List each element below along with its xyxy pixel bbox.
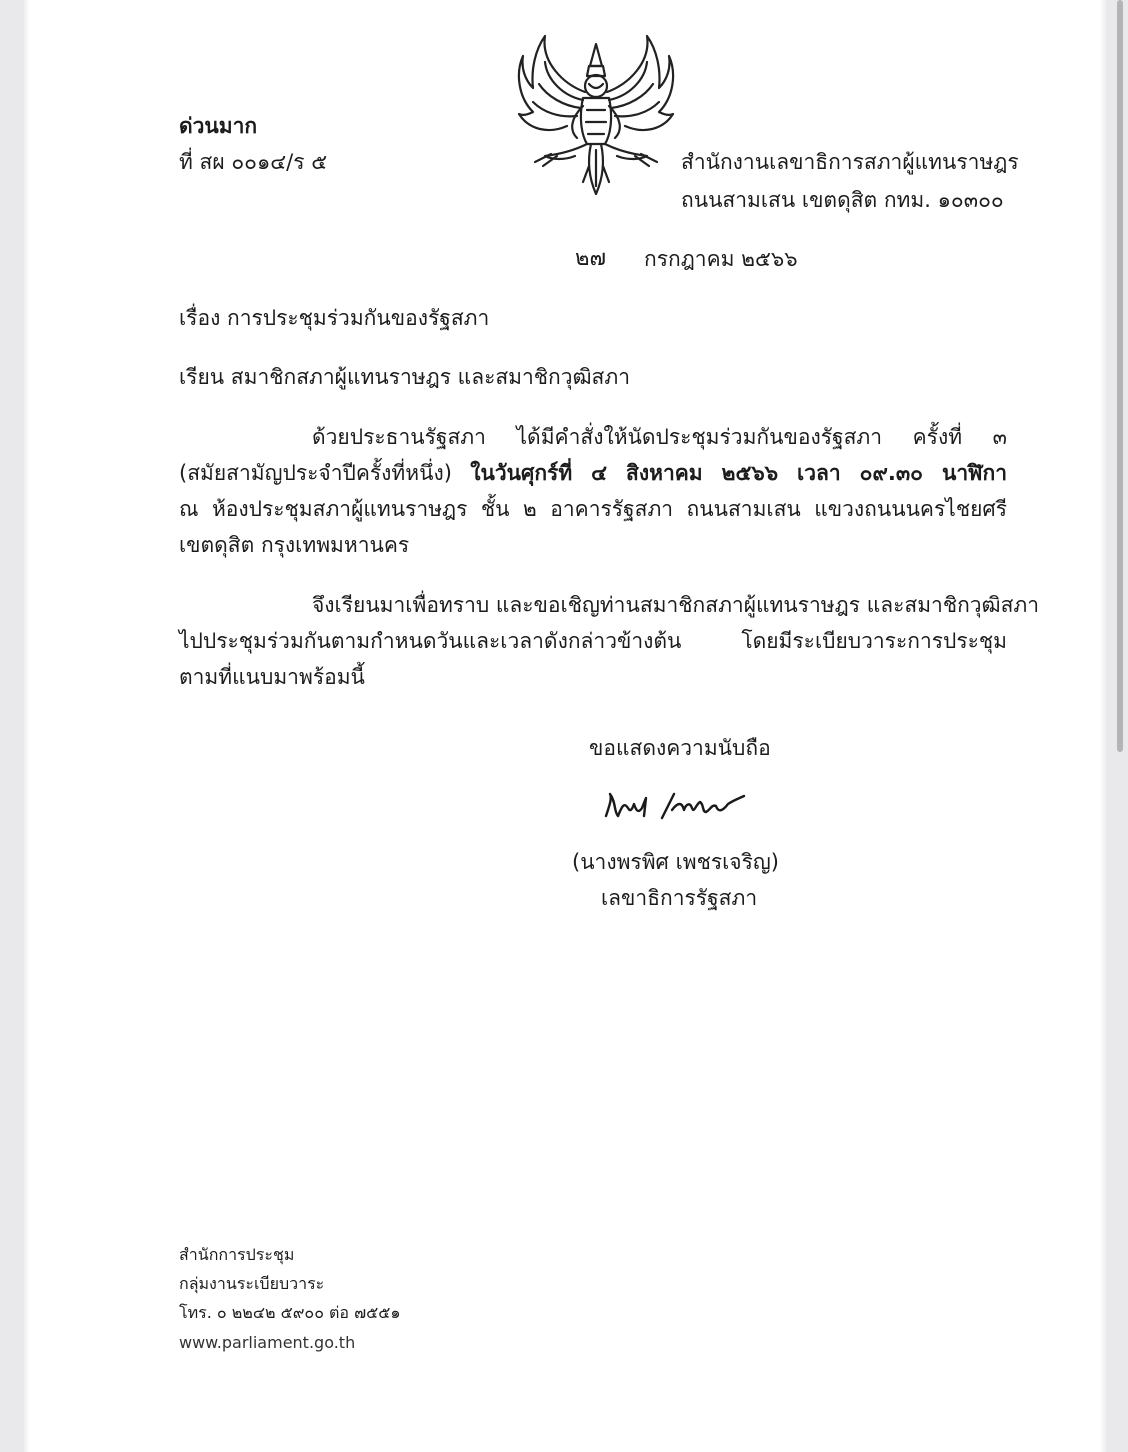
footer-department: สำนักการประชุม bbox=[179, 1245, 295, 1264]
footer-division: กลุ่มงานระเบียบวาระ bbox=[179, 1274, 325, 1293]
garuda-emblem-icon bbox=[511, 26, 681, 198]
reference-number: ที่ สผ ๐๐๑๔/ร ๕ bbox=[179, 150, 328, 174]
closing-salutation: ขอแสดงความนับถือ bbox=[589, 736, 771, 760]
signatory-name: (นางพรพิศ เพชรเจริญ) bbox=[572, 850, 779, 874]
page-edge-shadow-left bbox=[24, 0, 30, 1452]
paragraph1-line1: ด้วยประธานรัฐสภา ได้มีคำสั่งให้นัดประชุมร่วมกันของรัฐสภา ครั้งที่ ๓ bbox=[312, 425, 1007, 449]
subject-line: เรื่อง การประชุมร่วมกันของรัฐสภา bbox=[179, 306, 490, 330]
signatory-title: เลขาธิการรัฐสภา bbox=[601, 886, 758, 910]
paragraph2-line1: จึงเรียนมาเพื่อทราบ และขอเชิญท่านสมาชิกสภาผู้แทนราษฎร และสมาชิกวุฒิสภา bbox=[312, 593, 1040, 617]
date-month-year: กรกฎาคม ๒๕๖๖ bbox=[644, 247, 798, 271]
vertical-scrollbar[interactable] bbox=[1112, 0, 1128, 1452]
recipient-line: เรียน สมาชิกสภาผู้แทนราษฎร และสมาชิกวุฒิสภา bbox=[179, 365, 630, 389]
page-edge-shadow-right bbox=[1100, 0, 1106, 1452]
handwritten-signature bbox=[602, 786, 748, 826]
issuing-office: สำนักงานเลขาธิการสภาผู้แทนราษฎร bbox=[681, 150, 1019, 174]
date-day: ๒๗ bbox=[575, 246, 607, 271]
paragraph2-line3: ตามที่แนบมาพร้อมนี้ bbox=[179, 665, 365, 689]
paragraph1-line3: ณ ห้องประชุมสภาผู้แทนราษฎร ชั้น ๒ อาคารรัฐสภา ถนนสามเสน แขวงถนนนครไชยศรี bbox=[179, 497, 1007, 521]
scrollbar-thumb[interactable] bbox=[1117, 0, 1123, 752]
paragraph1-line2 bbox=[179, 459, 1007, 487]
paragraph2-line2: ไปประชุมร่วมกันตามกำหนดวันและเวลาดังกล่าวข้างต้น โดยมีระเบียบวาระการประชุม bbox=[179, 629, 1007, 653]
document-page bbox=[24, 0, 1106, 1452]
office-address: ถนนสามเสน เขตดุสิต กทม. ๑๐๓๐๐ bbox=[681, 188, 1004, 212]
paragraph1-line2-text: (สมัยสามัญประจำปีครั้งที่หนึ่ง) bbox=[179, 461, 471, 485]
meeting-datetime: ในวันศุกร์ที่ ๔ สิงหาคม ๒๕๖๖ เวลา ๐๙.๓๐ นาฬิกา bbox=[470, 461, 1008, 485]
paragraph1-line4: เขตดุสิต กรุงเทพมหานคร bbox=[179, 533, 410, 557]
footer-website-link[interactable]: www.parliament.go.th bbox=[179, 1333, 356, 1352]
footer-phone: โทร. ๐ ๒๒๔๒ ๕๙๐๐ ต่อ ๗๕๕๑ bbox=[179, 1303, 401, 1322]
urgency-label: ด่วนมาก bbox=[179, 114, 258, 138]
